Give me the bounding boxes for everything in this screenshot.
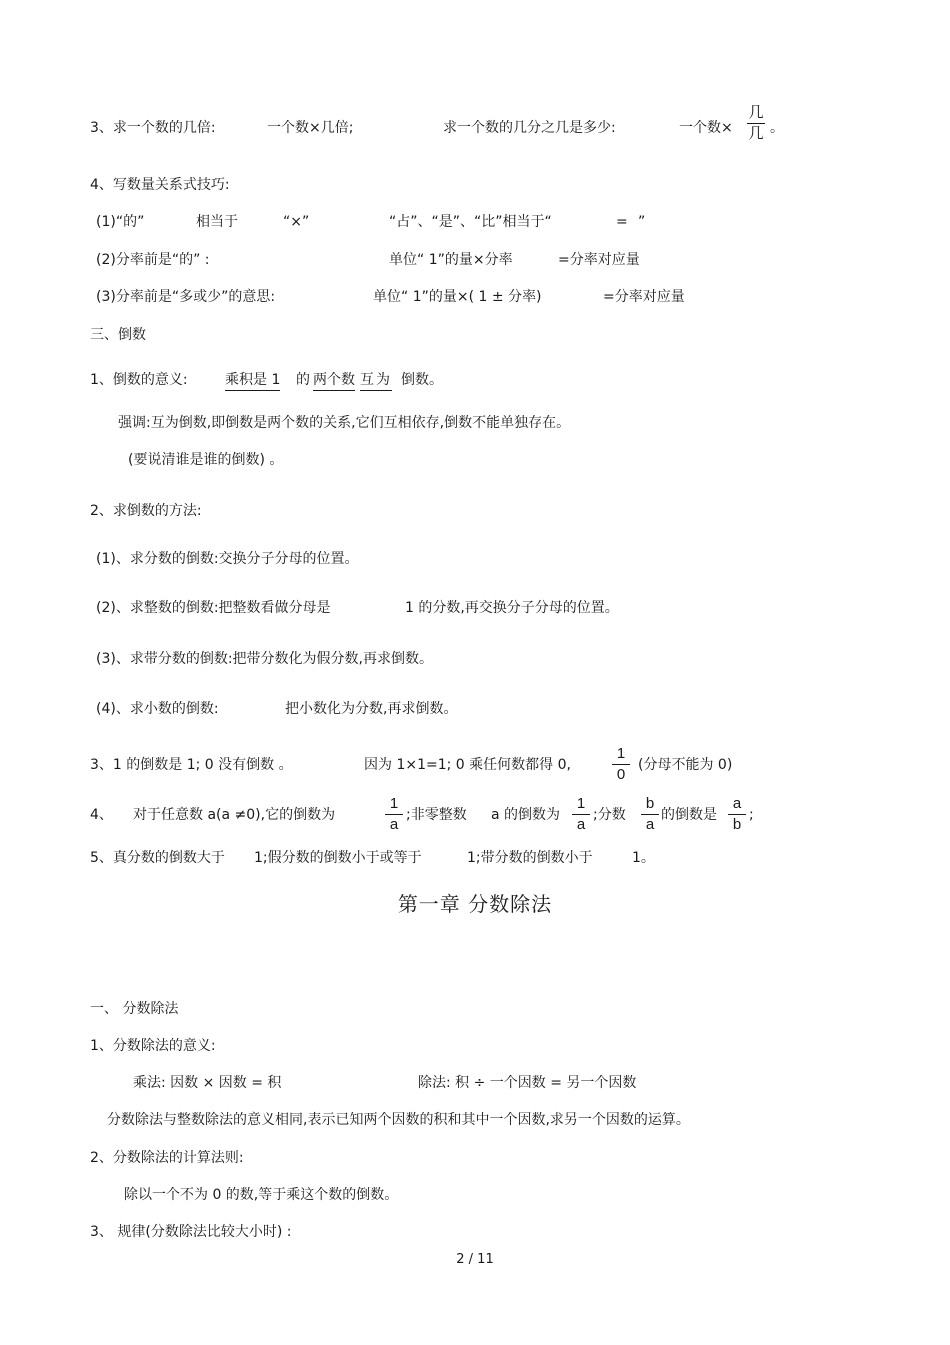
text-line: 乘法: 因数 × 因数 = 积 — [133, 1075, 282, 1091]
text-line: =分率对应量 — [603, 289, 685, 305]
underlined-text: 乘积是 1 — [225, 371, 280, 391]
chapter-title: 第一章 分数除法 — [397, 892, 553, 916]
text-line: 3、1 的倒数是 1; 0 没有倒数 。 — [90, 757, 293, 773]
text-line: 求一个数的几分之几是多少: — [443, 120, 616, 136]
text-line: 除法: 积 ÷ 一个因数 = 另一个因数 — [418, 1075, 637, 1091]
text-line: 对于任意数 a(a ≠0),它的倒数为 — [133, 807, 336, 823]
fraction-numerator: 几 — [748, 104, 764, 121]
text-line: 1;假分数的倒数小于或等于 — [254, 850, 422, 866]
fraction-denominator: 0 — [616, 766, 626, 783]
fraction-numerator: b — [645, 795, 655, 812]
text-line: a 的倒数为 — [491, 807, 561, 823]
fraction-denominator: a — [576, 816, 586, 833]
text-line: 5、真分数的倒数大于 — [90, 850, 225, 866]
text-line: (1)、求分数的倒数:交换分子分母的位置。 — [96, 551, 359, 567]
text-line: 把小数化为分数,再求倒数。 — [285, 701, 458, 717]
text-line: 除以一个不为 0 的数,等于乘这个数的倒数。 — [124, 1187, 399, 1203]
fraction — [610, 746, 632, 783]
fraction-bar — [572, 814, 590, 815]
fraction-bar — [612, 764, 630, 765]
text-line: 分数除法与整数除法的意义相同,表示已知两个因数的积和其中一个因数,求另一个因数的运算。 — [107, 1112, 690, 1128]
fraction-denominator: 几 — [748, 125, 764, 142]
fraction-numerator: 1 — [389, 795, 399, 812]
text-line: = — [616, 214, 628, 230]
text-line: 4、写数量关系式技巧: — [90, 177, 230, 193]
text-line: 3、求一个数的几倍: — [90, 120, 216, 136]
text-line: 1、倒数的意义: — [90, 372, 188, 388]
text-line: 因为 1×1=1; 0 乘任何数都得 0, — [364, 757, 571, 773]
text-line: 单位“ 1”的量×( 1 ± 分率) — [373, 289, 542, 305]
text-line: 2、分数除法的计算法则: — [90, 1150, 244, 1166]
text-line: 一个数×几倍; — [267, 120, 354, 136]
text-line: (1)“的” — [96, 214, 145, 230]
text-line: (2)、求整数的倒数:把整数看做分母是 — [96, 600, 331, 616]
text-line: 2、求倒数的方法: — [90, 503, 202, 519]
text-line: ” — [638, 214, 646, 230]
fraction — [639, 796, 661, 833]
section-heading: 三、倒数 — [90, 327, 146, 343]
fraction-denominator: a — [389, 816, 399, 833]
emphasis-text: 互为 — [360, 371, 392, 391]
fraction — [726, 796, 748, 833]
text-line: 3、 规律(分数除法比较大小时) : — [90, 1224, 292, 1240]
text-line: (分母不能为 0) — [638, 757, 733, 773]
text-line: “占”、“是”、“比”相当于“ — [389, 214, 552, 230]
page-number: 2 / 11 — [456, 1252, 494, 1267]
fraction-numerator: 1 — [576, 795, 586, 812]
text-line: =分率对应量 — [558, 252, 640, 268]
underlined-text: 两个数 — [313, 371, 355, 391]
text-line: (2)分率前是“的” : — [96, 252, 210, 268]
text-line: 4、 — [90, 807, 113, 823]
text-line: (3)、求带分数的倒数:把带分数化为假分数,再求倒数。 — [96, 651, 433, 667]
text-line: (要说清谁是谁的倒数) 。 — [128, 452, 284, 468]
text-line: (4)、求小数的倒数: — [96, 701, 219, 717]
text-line: 一个数× — [679, 120, 733, 136]
text-line: 倒数。 — [401, 372, 443, 388]
text-line: ; — [749, 807, 754, 823]
text-line: 1、分数除法的意义: — [90, 1038, 216, 1054]
text-line: 1 的分数,再交换分子分母的位置。 — [405, 600, 619, 616]
text-line: 相当于 — [196, 214, 238, 230]
text-line: 强调:互为倒数,即倒数是两个数的关系,它们互相依存,倒数不能单独存在。 — [118, 415, 571, 431]
section-heading: 一、 分数除法 — [90, 1001, 179, 1017]
text-line: 1;带分数的倒数小于 — [467, 850, 593, 866]
fraction — [383, 796, 405, 833]
fraction — [745, 105, 767, 142]
fraction-bar — [385, 814, 403, 815]
text-line: ;分数 — [593, 807, 626, 823]
text-line: 1。 — [632, 850, 655, 866]
text-line: 。 — [770, 120, 784, 136]
fraction-bar — [641, 814, 659, 815]
text-line: “×” — [283, 214, 310, 230]
fraction-numerator: 1 — [616, 745, 626, 762]
fraction-bar — [728, 814, 746, 815]
text-line: (3)分率前是“多或少”的意思: — [96, 289, 276, 305]
text-line: 单位“ 1”的量×分率 — [389, 252, 513, 268]
fraction-denominator: b — [732, 816, 742, 833]
text-line: 的倒数是 — [661, 807, 717, 823]
text-line: 的 — [296, 372, 310, 388]
text-line: ;非零整数 — [406, 807, 467, 823]
fraction — [570, 796, 592, 833]
fraction-bar — [747, 123, 765, 124]
fraction-denominator: a — [645, 816, 655, 833]
fraction-numerator: a — [732, 795, 742, 812]
